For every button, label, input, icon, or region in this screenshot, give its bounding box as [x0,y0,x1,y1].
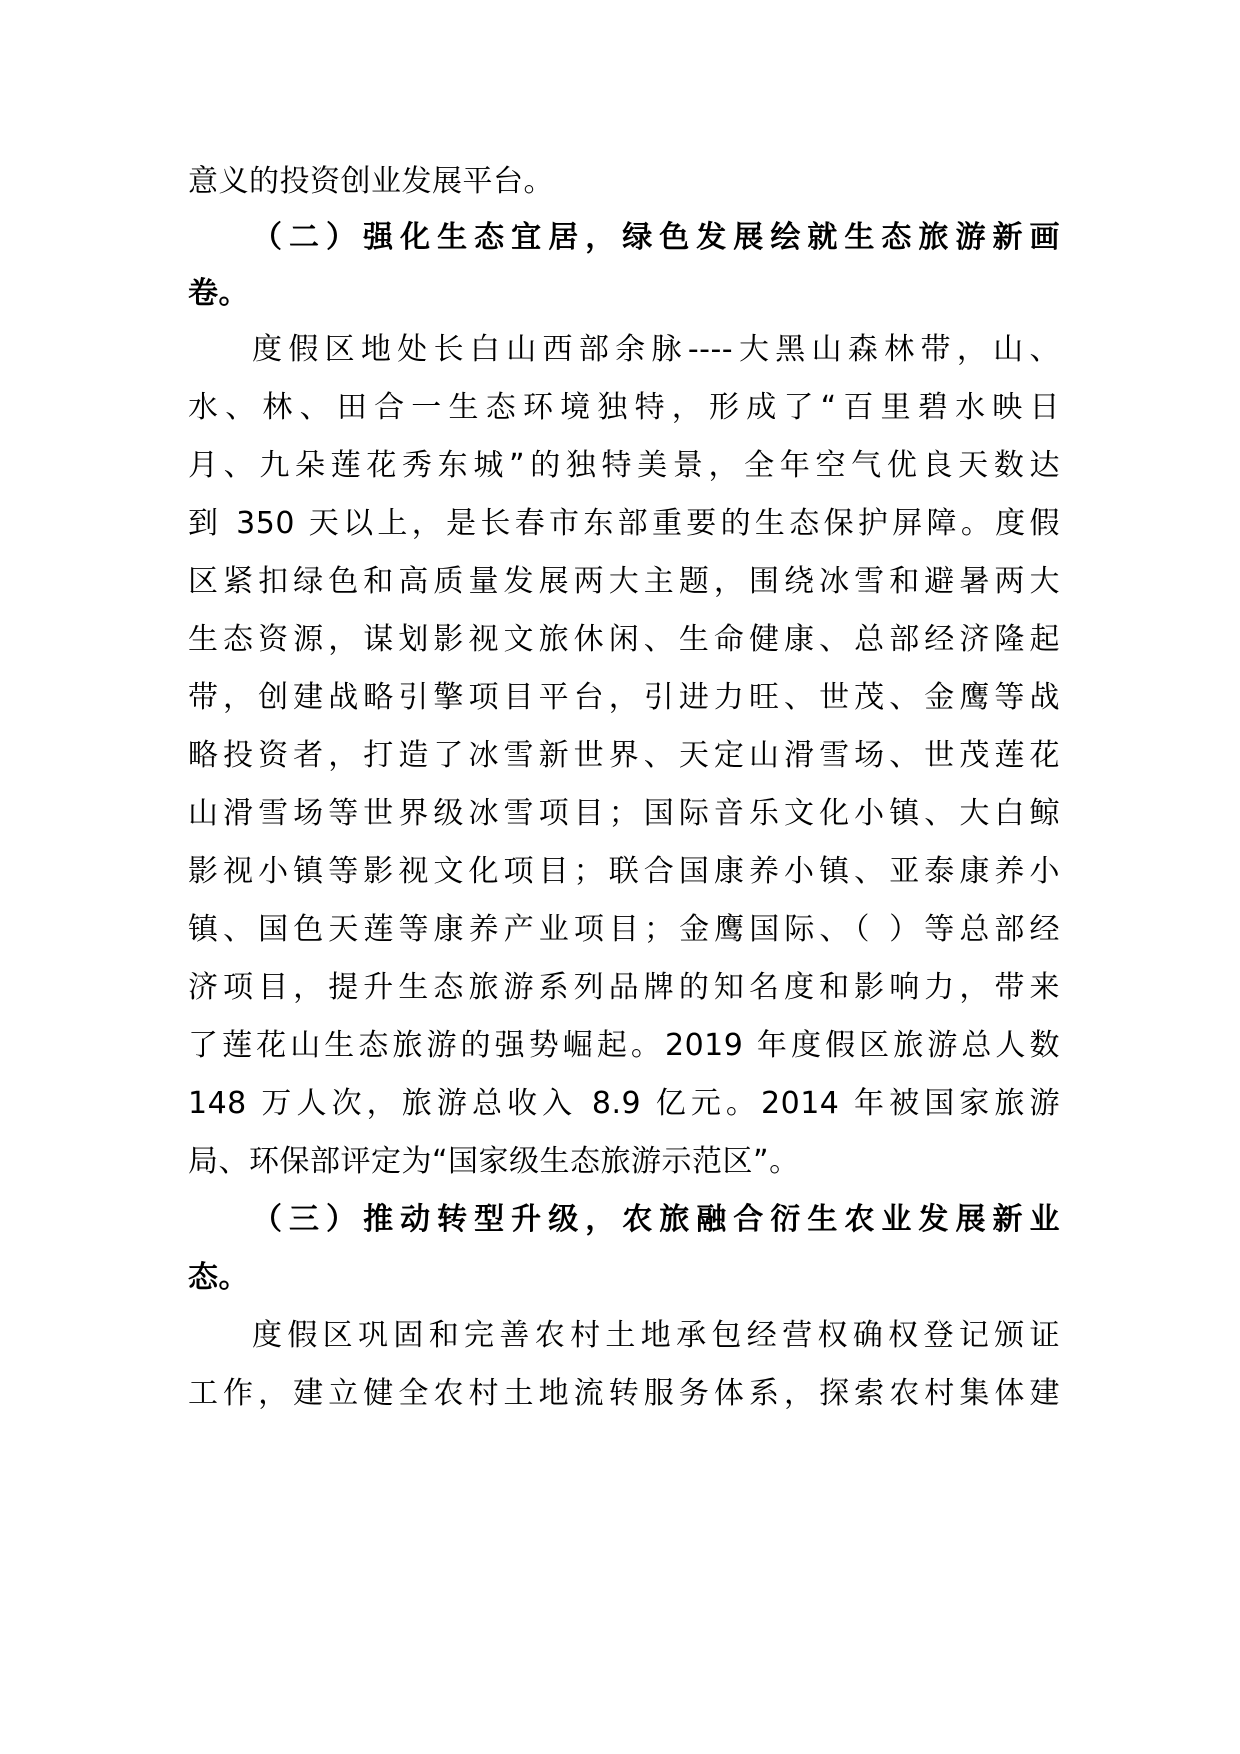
paragraph-line: 意义的投资创业发展平台。 [188,164,554,199]
paragraph-line: 月、九朵莲花秀东城”的独特美景，全年空气优良天数达 [188,448,1060,483]
section-heading-3: （三）推动转型升级，农旅融合衍生农业发展新业 [252,1202,1060,1237]
paragraph-line: 略投资者，打造了冰雪新世界、天定山滑雪场、世茂莲花 [188,738,1060,773]
section-heading-2: （二）强化生态宜居，绿色发展绘就生态旅游新画 [252,220,1060,255]
section-heading-3-continued: 态。 [188,1260,249,1295]
paragraph-line: 区紧扣绿色和高质量发展两大主题，围绕冰雪和避暑两大 [188,564,1060,599]
paragraph-line: 济项目，提升生态旅游系列品牌的知名度和影响力，带来 [188,970,1060,1005]
paragraph-line: 影视小镇等影视文化项目；联合国康养小镇、亚泰康养小 [188,854,1060,889]
section-heading-2-continued: 卷。 [188,276,249,311]
paragraph-line: 工作，建立健全农村土地流转服务体系，探索农村集体建 [188,1376,1060,1411]
paragraph-line: 局、环保部评定为“国家级生态旅游示范区”。 [188,1144,800,1179]
paragraph-line: 山滑雪场等世界级冰雪项目；国际音乐文化小镇、大白鲸 [188,796,1060,831]
paragraph-line: 带，创建战略引擎项目平台，引进力旺、世茂、金鹰等战 [188,680,1060,715]
paragraph-line: 148 万人次，旅游总收入 8.9 亿元。2014 年被国家旅游 [188,1086,1060,1121]
paragraph-line: 水、林、田合一生态环境独特，形成了“百里碧水映日 [188,390,1060,425]
paragraph-line: 镇、国色天莲等康养产业项目；金鹰国际、（ ）等总部经 [188,912,1060,947]
paragraph-line: 了莲花山生态旅游的强势崛起。2019 年度假区旅游总人数 [188,1028,1060,1063]
paragraph-line: 度假区巩固和完善农村土地承包经营权确权登记颁证 [252,1318,1060,1353]
paragraph-line: 到 350 天以上，是长春市东部重要的生态保护屏障。度假 [188,506,1060,541]
paragraph-line: 生态资源，谋划影视文旅休闲、生命健康、总部经济隆起 [188,622,1060,657]
paragraph-line: 度假区地处长白山西部余脉----大黑山森林带，山、 [252,332,1060,367]
